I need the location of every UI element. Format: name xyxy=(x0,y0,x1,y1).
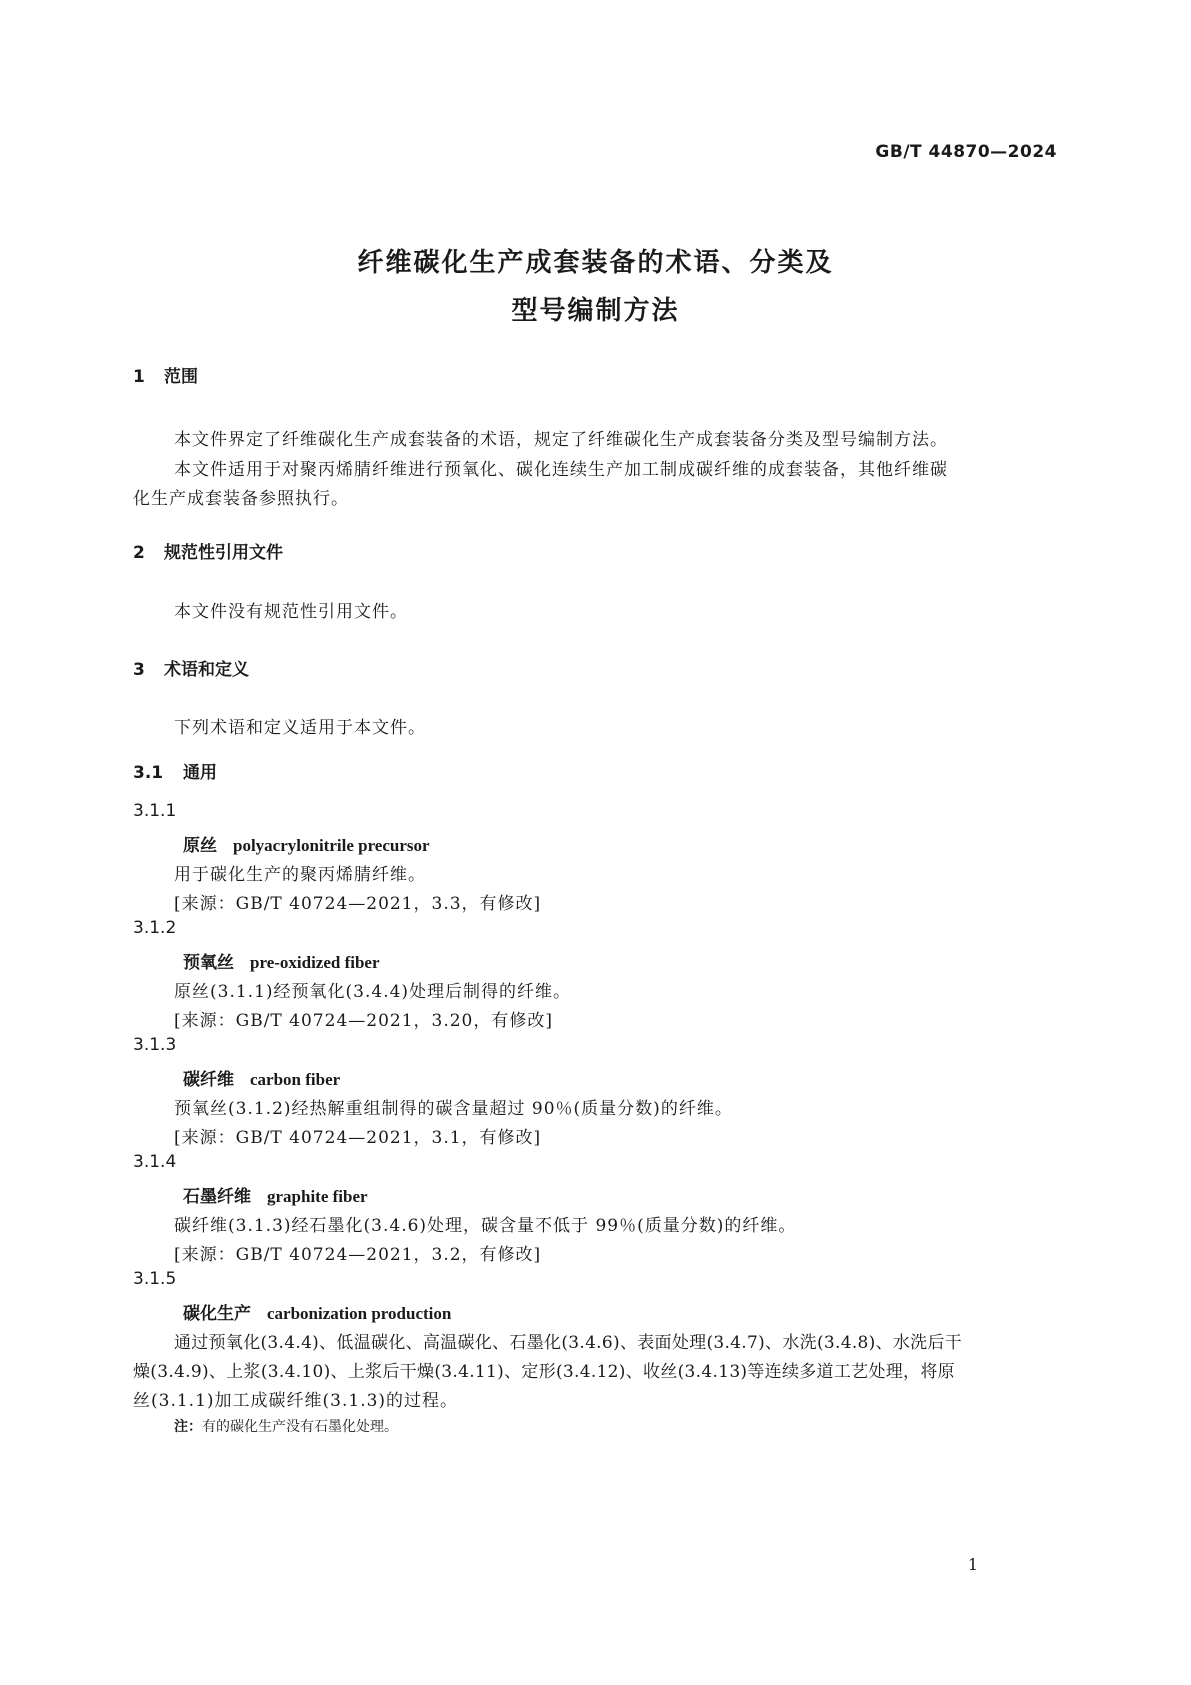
section-number: 3 xyxy=(133,660,145,680)
subsection-number: 3.1 xyxy=(133,763,164,783)
section-1-paragraph-2-line-2: 化生产成套装备参照执行。 xyxy=(133,489,349,509)
term-english: polyacrylonitrile precursor xyxy=(233,836,430,855)
term-definition-line-1: 通过预氧化(3.4.4)、低温碳化、高温碳化、石墨化(3.4.6)、表面处理(3.4.7)、水洗(3.4.8)、水洗后干 xyxy=(174,1333,963,1353)
term-definition-line-2: 燥(3.4.9)、上浆(3.4.10)、上浆后干燥(3.4.11)、定形(3.4.12)、收丝(3.4.13)等连续多道工艺处理，将原 xyxy=(133,1362,955,1382)
document-title-line-2: 型号编制方法 xyxy=(511,296,680,326)
section-title: 规范性引用文件 xyxy=(164,543,283,563)
document-title-line-1: 纤维碳化生产成套装备的术语、分类及 xyxy=(357,248,834,278)
term-chinese: 碳纤维 xyxy=(183,1070,234,1090)
term-number: 3.1.1 xyxy=(133,801,177,821)
term-note xyxy=(174,1416,398,1436)
term-chinese: 原丝 xyxy=(183,836,217,856)
section-number: 1 xyxy=(133,367,145,387)
subsection-3-1-heading xyxy=(133,758,217,783)
term-source: [来源：GB/T 40724—2021，3.1，有修改] xyxy=(174,1128,542,1148)
term-english: graphite fiber xyxy=(267,1187,368,1206)
term-english: carbon fiber xyxy=(250,1070,341,1089)
section-title: 术语和定义 xyxy=(164,660,249,680)
term-english: pre-oxidized fiber xyxy=(250,953,380,972)
term-heading xyxy=(183,948,380,973)
section-title: 范围 xyxy=(164,367,198,387)
section-2-heading xyxy=(133,538,283,563)
term-english: carbonization production xyxy=(267,1304,452,1323)
section-number: 2 xyxy=(133,543,145,563)
term-heading xyxy=(183,1065,340,1090)
standard-code: GB/T 44870—2024 xyxy=(875,142,1057,162)
term-source: [来源：GB/T 40724—2021，3.20，有修改] xyxy=(174,1011,554,1031)
term-chinese: 碳化生产 xyxy=(183,1304,251,1324)
term-source: [来源：GB/T 40724—2021，3.3，有修改] xyxy=(174,894,542,914)
note-label: 注： xyxy=(174,1419,202,1435)
term-definition: 原丝(3.1.1)经预氧化(3.4.4)处理后制得的纤维。 xyxy=(174,982,572,1002)
term-definition-line-3: 丝(3.1.1)加工成碳纤维(3.1.3)的过程。 xyxy=(133,1391,459,1411)
term-number: 3.1.3 xyxy=(133,1035,177,1055)
term-source: [来源：GB/T 40724—2021，3.2，有修改] xyxy=(174,1245,542,1265)
section-1-heading xyxy=(133,362,198,387)
section-2-paragraph: 本文件没有规范性引用文件。 xyxy=(174,602,408,622)
term-heading xyxy=(183,1182,368,1207)
term-chinese: 预氧丝 xyxy=(183,953,234,973)
subsection-title: 通用 xyxy=(183,763,217,783)
term-definition: 预氧丝(3.1.2)经热解重组制得的碳含量超过 90％(质量分数)的纤维。 xyxy=(174,1099,733,1119)
section-3-paragraph: 下列术语和定义适用于本文件。 xyxy=(174,718,426,738)
term-definition: 用于碳化生产的聚丙烯腈纤维。 xyxy=(174,865,426,885)
term-number: 3.1.4 xyxy=(133,1152,177,1172)
section-3-heading xyxy=(133,655,249,680)
term-chinese: 石墨纤维 xyxy=(183,1187,251,1207)
term-number: 3.1.5 xyxy=(133,1269,177,1289)
page-number: 1 xyxy=(967,1555,978,1574)
term-number: 3.1.2 xyxy=(133,918,177,938)
section-1-paragraph-2-line-1: 本文件适用于对聚丙烯腈纤维进行预氧化、碳化连续生产加工制成碳纤维的成套装备，其他纤维碳 xyxy=(174,460,948,480)
section-1-paragraph-1: 本文件界定了纤维碳化生产成套装备的术语，规定了纤维碳化生产成套装备分类及型号编制方法。 xyxy=(174,430,948,450)
term-heading xyxy=(183,831,430,856)
term-heading xyxy=(183,1299,451,1324)
note-text: 有的碳化生产没有石墨化处理。 xyxy=(202,1419,398,1435)
term-definition: 碳纤维(3.1.3)经石墨化(3.4.6)处理，碳含量不低于 99％(质量分数)的纤维。 xyxy=(174,1216,797,1236)
